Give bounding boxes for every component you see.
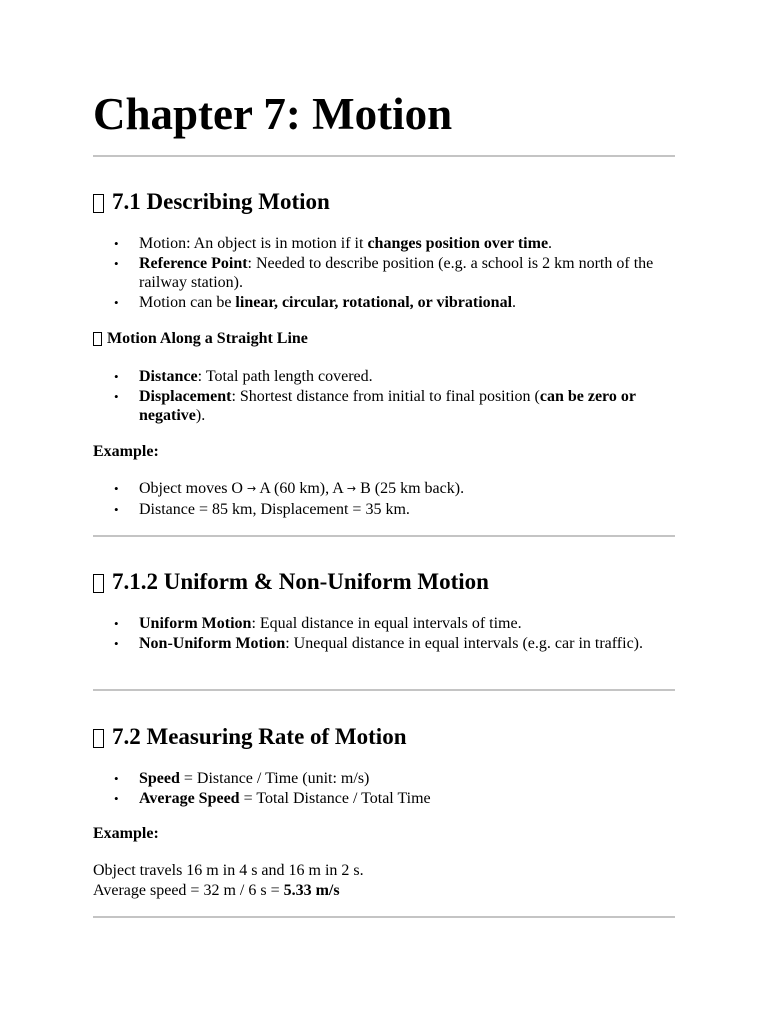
section-heading-7-1-2 xyxy=(93,567,489,597)
item-text: : Needed to describe position (e.g. a school is 2 km north of the railway station). xyxy=(139,254,654,291)
example-label: Example: xyxy=(93,443,159,460)
missing-glyph-icon xyxy=(93,729,104,748)
item-bold: Reference Point xyxy=(139,254,248,272)
item-text: Motion: An object is in motion if it xyxy=(139,235,368,252)
divider xyxy=(93,155,675,157)
item-bold: Distance xyxy=(139,368,198,385)
list-item xyxy=(93,479,675,500)
list-item xyxy=(93,387,675,426)
list-item xyxy=(93,500,675,520)
bullet-list-rate-of-motion xyxy=(93,769,675,808)
bullet-list-straight-line xyxy=(93,367,675,426)
item-text: Object moves O xyxy=(139,480,247,497)
item-text: : Shortest distance from initial to final position ( xyxy=(231,387,540,405)
bullet-list-describing-motion xyxy=(93,234,675,312)
arrow-icon: → xyxy=(246,482,257,495)
item-text: Distance = 85 km, Displacement = 35 km. xyxy=(139,500,410,518)
item-bold: Average Speed xyxy=(139,789,240,807)
divider xyxy=(93,689,675,691)
item-bold: Uniform Motion xyxy=(139,615,252,632)
divider xyxy=(93,916,675,918)
item-text: . xyxy=(548,235,553,252)
section-heading-7-2 xyxy=(93,722,407,752)
item-text: Motion can be xyxy=(139,293,236,311)
section-heading-text: 7.2 Measuring Rate of Motion xyxy=(112,724,407,749)
item-text: ). xyxy=(195,407,206,424)
list-item xyxy=(93,254,675,293)
example-line: Object travels 16 m in 4 s and 16 m in 2 s. xyxy=(93,862,364,879)
item-text: . xyxy=(512,293,517,311)
example-line xyxy=(93,881,340,901)
list-item xyxy=(93,634,675,654)
divider xyxy=(93,535,675,537)
example-label: Example: xyxy=(93,825,159,842)
subheading-straight-line xyxy=(93,329,308,349)
missing-glyph-icon xyxy=(93,574,104,593)
item-text: = Total Distance / Total Time xyxy=(239,789,431,807)
section-heading-text: 7.1 Describing Motion xyxy=(112,189,330,214)
item-bold: Speed xyxy=(139,770,180,787)
missing-glyph-icon xyxy=(93,332,102,346)
missing-glyph-icon xyxy=(93,194,104,213)
bullet-list-example xyxy=(93,479,675,519)
item-bold: linear, circular, rotational, or vibrational xyxy=(235,293,513,311)
item-text: : Unequal distance in equal intervals (e.g. car in traffic). xyxy=(285,634,643,652)
section-heading-text: 7.1.2 Uniform & Non-Uniform Motion xyxy=(112,569,489,594)
list-item xyxy=(93,234,675,254)
arrow-icon: → xyxy=(346,482,357,495)
result-value: 5.33 m/s xyxy=(283,882,340,899)
list-item xyxy=(93,769,675,789)
item-bold: changes position over time xyxy=(367,235,549,252)
item-text: : Equal distance in equal intervals of time. xyxy=(251,615,522,632)
list-item xyxy=(93,789,675,809)
item-bold: Non-Uniform Motion xyxy=(139,634,286,652)
list-item xyxy=(93,614,675,634)
item-text: Average speed = 32 m / 6 s = xyxy=(93,882,284,899)
item-text: : Total path length covered. xyxy=(197,368,373,385)
section-heading-7-1 xyxy=(93,187,330,217)
page-title: Chapter 7: Motion xyxy=(93,89,453,139)
item-text: = Distance / Time (unit: m/s) xyxy=(179,770,370,787)
list-item xyxy=(93,293,675,313)
subheading-text: Motion Along a Straight Line xyxy=(107,330,308,347)
item-text: A (60 km), A xyxy=(256,480,347,497)
item-bold: can be zero or negative xyxy=(139,387,636,424)
list-item xyxy=(93,367,675,387)
item-bold: Displacement xyxy=(139,387,232,405)
bullet-list-uniform-motion xyxy=(93,614,675,653)
item-text: B (25 km back). xyxy=(356,480,465,497)
